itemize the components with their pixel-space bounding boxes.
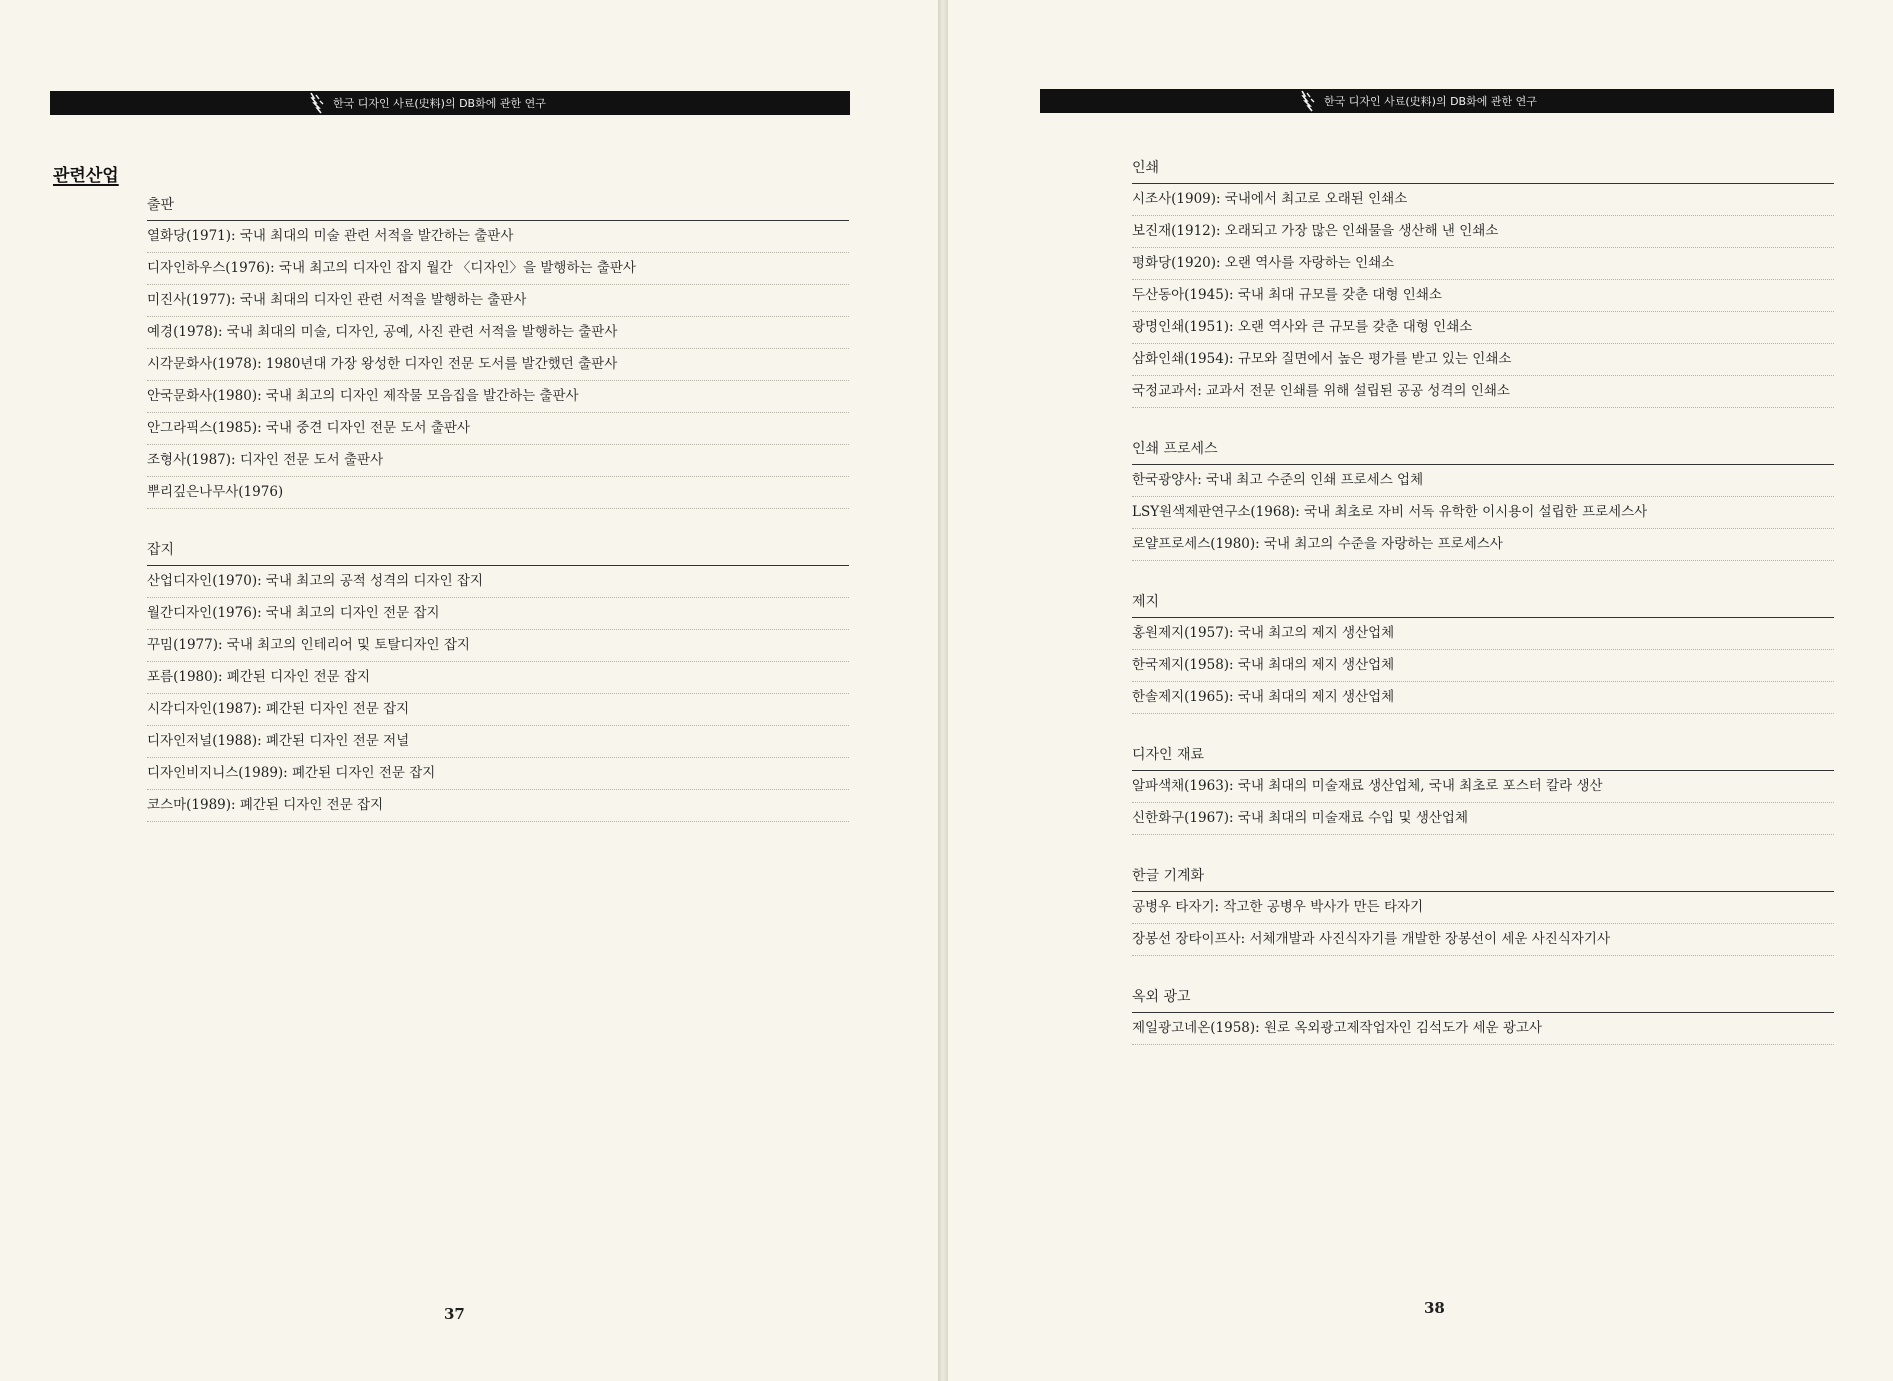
category-title: 디자인 재료 bbox=[1132, 744, 1834, 771]
running-header bbox=[50, 91, 850, 115]
list-item: 안국문화사(1980): 국내 최고의 디자인 제작물 모음집을 발간하는 출판사 bbox=[147, 381, 849, 413]
list-item: 시각디자인(1987): 폐간된 디자인 전문 잡지 bbox=[147, 694, 849, 726]
book-gutter bbox=[938, 0, 948, 1381]
list-item: 열화당(1971): 국내 최대의 미술 관련 서적을 발간하는 출판사 bbox=[147, 221, 849, 253]
left-category-list bbox=[147, 194, 849, 852]
list-item: 디자인저널(1988): 폐간된 디자인 전문 저널 bbox=[147, 726, 849, 758]
list-item: 포름(1980): 폐간된 디자인 전문 잡지 bbox=[147, 662, 849, 694]
list-item: 예경(1978): 국내 최대의 미술, 디자인, 공예, 사진 관련 서적을 발행하는 출판사 bbox=[147, 317, 849, 349]
right-page bbox=[948, 0, 1893, 1381]
right-category-list bbox=[1132, 157, 1834, 1075]
list-item: 로얄프로세스(1980): 국내 최고의 수준을 자랑하는 프로세스사 bbox=[1132, 529, 1834, 561]
category-title: 제지 bbox=[1132, 591, 1834, 618]
list-item: 공병우 타자기: 작고한 공병우 박사가 만든 타자기 bbox=[1132, 892, 1834, 924]
category-section bbox=[147, 194, 849, 509]
list-item: 월간디자인(1976): 국내 최고의 디자인 전문 잡지 bbox=[147, 598, 849, 630]
category-title: 인쇄 프로세스 bbox=[1132, 438, 1834, 465]
category-section bbox=[1132, 986, 1834, 1045]
list-item: 시조사(1909): 국내에서 최고로 오래된 인쇄소 bbox=[1132, 184, 1834, 216]
category-section bbox=[1132, 438, 1834, 561]
list-item: 제일광고네온(1958): 원로 옥외광고제작업자인 김석도가 세운 광고사 bbox=[1132, 1013, 1834, 1045]
list-item: 신한화구(1967): 국내 최대의 미술재료 수입 및 생산업체 bbox=[1132, 803, 1834, 835]
list-item: 알파색채(1963): 국내 최대의 미술재료 생산업체, 국내 최초로 포스터 칼라 생산 bbox=[1132, 771, 1834, 803]
list-item: 광명인쇄(1951): 오랜 역사와 큰 규모를 갖춘 대형 인쇄소 bbox=[1132, 312, 1834, 344]
category-section bbox=[1132, 865, 1834, 956]
category-section bbox=[147, 539, 849, 822]
list-item: 시각문화사(1978): 1980년대 가장 왕성한 디자인 전문 도서를 발간했던 출판사 bbox=[147, 349, 849, 381]
list-item: 안그라픽스(1985): 국내 중견 디자인 전문 도서 출판사 bbox=[147, 413, 849, 445]
category-title: 출판 bbox=[147, 194, 849, 221]
list-item: 미진사(1977): 국내 최대의 디자인 관련 서적을 발행하는 출판사 bbox=[147, 285, 849, 317]
list-item: 장봉선 장타이프사: 서체개발과 사진식자기를 개발한 장봉선이 세운 사진식자기사 bbox=[1132, 924, 1834, 956]
list-item: 디자인하우스(1976): 국내 최고의 디자인 잡지 월간 〈디자인〉을 발행하는 출판사 bbox=[147, 253, 849, 285]
running-header bbox=[1040, 89, 1834, 113]
category-title: 잡지 bbox=[147, 539, 849, 566]
category-title: 옥외 광고 bbox=[1132, 986, 1834, 1013]
list-item: 국정교과서: 교과서 전문 인쇄를 위해 설립된 공공 성격의 인쇄소 bbox=[1132, 376, 1834, 408]
category-section bbox=[1132, 591, 1834, 714]
page-number: 37 bbox=[444, 1305, 465, 1323]
list-item: 홍원제지(1957): 국내 최고의 제지 생산업체 bbox=[1132, 618, 1834, 650]
list-item: 한국제지(1958): 국내 최대의 제지 생산업체 bbox=[1132, 650, 1834, 682]
list-item: 보진재(1912): 오래되고 가장 많은 인쇄물을 생산해 낸 인쇄소 bbox=[1132, 216, 1834, 248]
deer-logo-icon bbox=[1298, 90, 1318, 112]
category-title: 한글 기계화 bbox=[1132, 865, 1834, 892]
list-item: 코스마(1989): 폐간된 디자인 전문 잡지 bbox=[147, 790, 849, 822]
page-number: 38 bbox=[1424, 1299, 1445, 1317]
list-item: 한국광양사: 국내 최고 수준의 인쇄 프로세스 업체 bbox=[1132, 465, 1834, 497]
list-item: 꾸밈(1977): 국내 최고의 인테리어 및 토탈디자인 잡지 bbox=[147, 630, 849, 662]
list-item: 한솔제지(1965): 국내 최대의 제지 생산업체 bbox=[1132, 682, 1834, 714]
list-item: 조형사(1987): 디자인 전문 도서 출판사 bbox=[147, 445, 849, 477]
category-title: 인쇄 bbox=[1132, 157, 1834, 184]
section-heading-related-industries: 관련산업 bbox=[53, 166, 119, 186]
list-item: 삼화인쇄(1954): 규모와 질면에서 높은 평가를 받고 있는 인쇄소 bbox=[1132, 344, 1834, 376]
deer-logo-icon bbox=[307, 92, 327, 114]
list-item: 디자인비지니스(1989): 폐간된 디자인 전문 잡지 bbox=[147, 758, 849, 790]
running-header-text: 한국 디자인 사료(史料)의 DB화에 관한 연구 bbox=[1324, 95, 1537, 108]
list-item: 두산동아(1945): 국내 최대 규모를 갖춘 대형 인쇄소 bbox=[1132, 280, 1834, 312]
list-item: LSY원색제판연구소(1968): 국내 최초로 자비 서독 유학한 이시용이 설립한 프로세스사 bbox=[1132, 497, 1834, 529]
category-section bbox=[1132, 157, 1834, 408]
list-item: 산업디자인(1970): 국내 최고의 공적 성격의 디자인 잡지 bbox=[147, 566, 849, 598]
category-section bbox=[1132, 744, 1834, 835]
list-item: 뿌리깊은나무사(1976) bbox=[147, 477, 849, 509]
list-item: 평화당(1920): 오랜 역사를 자랑하는 인쇄소 bbox=[1132, 248, 1834, 280]
running-header-text: 한국 디자인 사료(史料)의 DB화에 관한 연구 bbox=[333, 97, 546, 110]
left-page bbox=[0, 0, 938, 1381]
